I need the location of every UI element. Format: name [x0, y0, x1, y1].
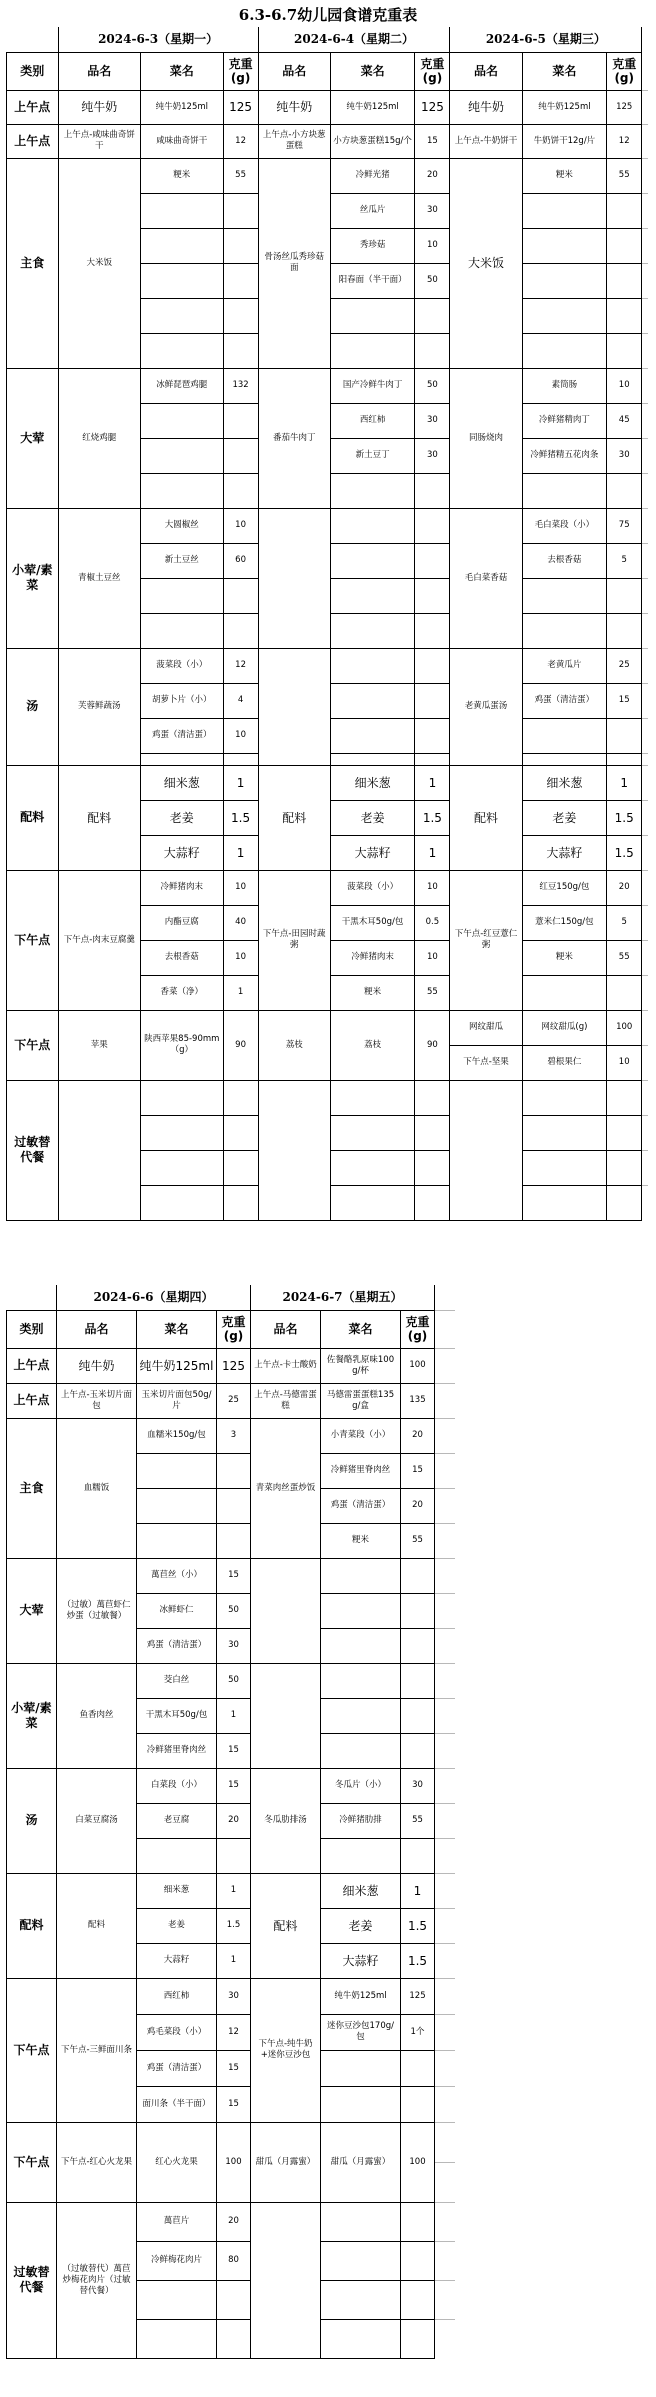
category-cell: 上午点: [7, 1348, 57, 1383]
item-weight: 125: [607, 90, 642, 124]
dish-name: （过敏）萬苣虾仁炒蛋（过敏餐）: [57, 1558, 137, 1663]
item-name: 去根香菇: [522, 543, 607, 578]
item-name: 老姜: [522, 800, 607, 835]
item-weight: 20: [217, 1803, 251, 1838]
item-name: 马德雷蛋蛋糕135g/盒: [321, 1383, 401, 1418]
item-name: 佐餐酪乳原味100g/杯: [321, 1348, 401, 1383]
item-weight: 1.5: [401, 1943, 435, 1978]
item-name: 细米葱: [522, 765, 607, 800]
item-name: 香菜（净）: [141, 975, 224, 1010]
category-cell: 汤: [7, 648, 59, 765]
category-cell: 下午点: [7, 870, 59, 1010]
category-cell: 下午点: [7, 2122, 57, 2202]
dish-name: 上午点-小方块葱蛋糕: [258, 124, 330, 158]
category-cell: 主食: [7, 158, 59, 368]
dish-name: 大米饭: [58, 158, 141, 368]
item-weight: 75: [607, 508, 642, 543]
item-name: 大蒜籽: [522, 835, 607, 870]
dish-name: 荔枝: [258, 1010, 330, 1080]
col-header-dish: 品名: [251, 1310, 321, 1348]
item-name: 细米葱: [141, 765, 224, 800]
category-cell: 上午点: [7, 124, 59, 158]
item-weight: 25: [607, 648, 642, 683]
category-cell: 配料: [7, 765, 59, 870]
dish-name: 苹果: [58, 1010, 141, 1080]
item-name: 小方块葱蛋糕15g/个: [330, 124, 415, 158]
item-weight: 30: [401, 1768, 435, 1803]
item-name: 去根香菇: [141, 940, 224, 975]
item-name: 粳米: [141, 158, 224, 193]
item-weight: 30: [217, 1978, 251, 2014]
item-name: 纯牛奶125ml: [522, 90, 607, 124]
item-name: 大蒜籽: [141, 835, 224, 870]
item-name: 纯牛奶125ml: [137, 1348, 217, 1383]
item-name: 细米葱: [137, 1873, 217, 1908]
category-cell: 上午点: [7, 90, 59, 124]
item-weight: 15: [217, 1768, 251, 1803]
item-weight: 20: [401, 1418, 435, 1453]
item-name: 鸡蛋（清洁蛋）: [137, 1628, 217, 1663]
item-name: 大蒜籽: [321, 1943, 401, 1978]
item-name: 萬苣丝（小）: [137, 1558, 217, 1593]
col-header-weight: 克重(g): [415, 52, 450, 90]
category-cell: 大荤: [7, 1558, 57, 1663]
category-cell: 汤: [7, 1768, 57, 1873]
dish-name: 大米饭: [450, 158, 522, 368]
item-weight: 10: [223, 508, 258, 543]
category-cell: 上午点: [7, 1383, 57, 1418]
item-weight: 135: [401, 1383, 435, 1418]
item-weight: 5: [607, 543, 642, 578]
item-weight: 125: [217, 1348, 251, 1383]
item-name: 菠菜段（小）: [330, 870, 415, 905]
item-weight: 1: [217, 1873, 251, 1908]
item-weight: 30: [415, 438, 450, 473]
item-name: 冷鲜猪里脊肉丝: [137, 1733, 217, 1768]
item-weight: 10: [223, 870, 258, 905]
dish-name: 冬瓜肋排汤: [251, 1768, 321, 1873]
menu-table-week2: [6, 1285, 455, 2359]
dish-name: 纯牛奶: [57, 1348, 137, 1383]
item-name: 面川条（半干面）: [137, 2086, 217, 2122]
item-name: 纯牛奶125ml: [321, 1978, 401, 2014]
dish-name: 血糯饭: [57, 1418, 137, 1558]
item-name: 老姜: [141, 800, 224, 835]
item-weight: 55: [607, 940, 642, 975]
item-weight: 3: [217, 1418, 251, 1453]
item-weight: 15: [217, 1733, 251, 1768]
item-name: 大蒜籽: [137, 1943, 217, 1978]
item-weight: 55: [401, 1523, 435, 1558]
col-header-dish: 品名: [58, 52, 141, 90]
item-weight: 55: [223, 158, 258, 193]
col-header-dish: 品名: [57, 1310, 137, 1348]
dish-name: 芙蓉鲜蔬汤: [58, 648, 141, 765]
item-weight: 50: [415, 368, 450, 403]
item-name: 小青菜段（小）: [321, 1418, 401, 1453]
item-weight: 10: [415, 870, 450, 905]
item-weight: 1: [415, 765, 450, 800]
item-name: 玉米切片面包50g/片: [137, 1383, 217, 1418]
item-name: 干黑木耳50g/包: [137, 1698, 217, 1733]
item-weight: 1: [223, 835, 258, 870]
item-weight: 4: [223, 683, 258, 718]
item-weight: 12: [217, 2014, 251, 2050]
item-weight: 10: [415, 228, 450, 263]
item-weight: 12: [223, 648, 258, 683]
menu-table-week1: [6, 27, 648, 1221]
item-name: 冰鲜虾仁: [137, 1593, 217, 1628]
item-name: 红心火龙果: [137, 2122, 217, 2202]
item-name: 冷鲜猪精五花肉条: [522, 438, 607, 473]
item-name: 粳米: [522, 158, 607, 193]
item-name: 血糯米150g/包: [137, 1418, 217, 1453]
item-weight: 40: [223, 905, 258, 940]
item-name: 粳米: [321, 1523, 401, 1558]
item-weight: 1个: [401, 2014, 435, 2050]
item-name: 鸡蛋（清洁蛋）: [141, 718, 224, 753]
item-weight: 55: [401, 1803, 435, 1838]
dish-name: 上午点-玉米切片面包: [57, 1383, 137, 1418]
item-weight: 10: [223, 718, 258, 753]
item-name: 迷你豆沙包170g/包: [321, 2014, 401, 2050]
category-cell: 主食: [7, 1418, 57, 1558]
item-name: 萬苣片: [137, 2202, 217, 2241]
item-weight: 55: [607, 158, 642, 193]
item-name: 素筒肠: [522, 368, 607, 403]
item-weight: 55: [415, 975, 450, 1010]
dish-name: 纯牛奶: [258, 90, 330, 124]
col-header-item: 菜名: [330, 52, 415, 90]
category-cell: 过敏替代餐: [7, 2202, 57, 2358]
dish-name: 网纹甜瓜: [450, 1010, 522, 1045]
dish-name: 上午点-牛奶饼干: [450, 124, 522, 158]
item-name: 粳米: [330, 975, 415, 1010]
item-name: 鸡蛋（清洁蛋）: [321, 1488, 401, 1523]
page-title: 6.3-6.7幼儿园食谱克重表: [238, 6, 418, 24]
item-weight: 1: [217, 1943, 251, 1978]
item-name: 老姜: [137, 1908, 217, 1943]
item-weight: 1: [607, 765, 642, 800]
category-cell: 过敏替代餐: [7, 1080, 59, 1220]
item-weight: 12: [607, 124, 642, 158]
item-weight: 20: [415, 158, 450, 193]
item-name: 秀珍菇: [330, 228, 415, 263]
item-weight: 100: [217, 2122, 251, 2202]
dish-name: 纯牛奶: [58, 90, 141, 124]
item-name: 老姜: [321, 1908, 401, 1943]
item-name: 冷鲜猪肋排: [321, 1803, 401, 1838]
dish-name: 番茄牛肉丁: [258, 368, 330, 508]
item-name: 红豆150g/包: [522, 870, 607, 905]
item-weight: 45: [607, 403, 642, 438]
item-name: 荔枝: [330, 1010, 415, 1080]
item-name: 鸡毛菜段（小）: [137, 2014, 217, 2050]
dish-name: 白菜豆腐汤: [57, 1768, 137, 1873]
dish-name: 同肠烧肉: [450, 368, 522, 508]
dish-name: 配料: [251, 1873, 321, 1978]
dish-name: 纯牛奶: [450, 90, 522, 124]
item-weight: 90: [415, 1010, 450, 1080]
item-name: 大蒜籽: [330, 835, 415, 870]
item-name: 鸡蛋（清洁蛋）: [137, 2050, 217, 2086]
item-weight: 1: [223, 975, 258, 1010]
category-cell: 大荤: [7, 368, 59, 508]
item-name: 鸡蛋（清洁蛋）: [522, 683, 607, 718]
item-weight: 15: [217, 2086, 251, 2122]
item-weight: 15: [607, 683, 642, 718]
item-weight: 0.5: [415, 905, 450, 940]
dish-name: 上午点-马德雷蛋糕: [251, 1383, 321, 1418]
item-weight: 1: [415, 835, 450, 870]
item-name: 西红柿: [137, 1978, 217, 2014]
item-name: 大圆椒丝: [141, 508, 224, 543]
item-weight: 80: [217, 2241, 251, 2280]
category-cell: 小荤/素菜: [7, 1663, 57, 1768]
item-weight: 60: [223, 543, 258, 578]
item-weight: 15: [217, 2050, 251, 2086]
col-header-item: 菜名: [522, 52, 607, 90]
item-name: 冷鲜梅花肉片: [137, 2241, 217, 2280]
item-weight: 100: [607, 1010, 642, 1045]
item-weight: 30: [415, 193, 450, 228]
item-weight: 132: [223, 368, 258, 403]
col-header-weight: 克重(g): [607, 52, 642, 90]
item-name: 白菜段（小）: [137, 1768, 217, 1803]
item-name: 纯牛奶125ml: [141, 90, 224, 124]
item-weight: 30: [607, 438, 642, 473]
dish-name: 下午点-田园时蔬粥: [258, 870, 330, 1010]
item-weight: 1.5: [401, 1908, 435, 1943]
item-name: 粳米: [522, 940, 607, 975]
category-cell: 配料: [7, 1873, 57, 1978]
item-name: 细米葱: [330, 765, 415, 800]
item-weight: 1: [223, 765, 258, 800]
item-weight: 1: [401, 1873, 435, 1908]
dish-name: 下午点-肉末豆腐羹: [58, 870, 141, 1010]
item-weight: 100: [401, 1348, 435, 1383]
dish-name: 下午点-纯牛奶+迷你豆沙包: [251, 1978, 321, 2122]
date-header: 2024-6-5（星期三）: [450, 27, 642, 52]
dish-name: 上午点-咸味曲奇饼干: [58, 124, 141, 158]
category-cell: 小荤/素菜: [7, 508, 59, 648]
item-name: 牛奶饼干12g/片: [522, 124, 607, 158]
item-weight: 10: [415, 940, 450, 975]
col-header-item: 菜名: [321, 1310, 401, 1348]
item-name: 菠菜段（小）: [141, 648, 224, 683]
item-weight: 10: [607, 368, 642, 403]
col-header-weight: 克重(g): [401, 1310, 435, 1348]
item-weight: 5: [607, 905, 642, 940]
item-weight: 20: [401, 1488, 435, 1523]
item-weight: 125: [401, 1978, 435, 2014]
item-name: 纯牛奶125ml: [330, 90, 415, 124]
dish-name: 下午点-红豆薏仁粥: [450, 870, 522, 1010]
dish-name: 配料: [57, 1873, 137, 1978]
item-weight: 1: [217, 1698, 251, 1733]
col-header-category: 类别: [7, 1310, 57, 1348]
item-weight: 100: [401, 2122, 435, 2202]
col-header-dish: 品名: [258, 52, 330, 90]
item-weight: 10: [607, 1045, 642, 1080]
item-name: 老黄瓜片: [522, 648, 607, 683]
dish-name: 红烧鸡腿: [58, 368, 141, 508]
item-name: 咸味曲奇饼干: [141, 124, 224, 158]
item-weight: 30: [415, 403, 450, 438]
item-name: 冷鲜猪里脊肉丝: [321, 1453, 401, 1488]
item-weight: 15: [415, 124, 450, 158]
dish-name: 下午点-坚果: [450, 1045, 522, 1080]
item-name: 丝瓜片: [330, 193, 415, 228]
item-weight: 20: [217, 2202, 251, 2241]
item-name: 内酯豆腐: [141, 905, 224, 940]
dish-name: 配料: [58, 765, 141, 870]
item-name: 国产冷鲜牛肉丁: [330, 368, 415, 403]
item-weight: 125: [415, 90, 450, 124]
dish-name: 骨汤丝瓜秀珍菇面: [258, 158, 330, 368]
date-header: 2024-6-3（星期一）: [58, 27, 258, 52]
dish-name: 青椒土豆丝: [58, 508, 141, 648]
item-weight: 125: [223, 90, 258, 124]
date-header: 2024-6-6（星期四）: [57, 1285, 251, 1310]
item-weight: 50: [415, 263, 450, 298]
dish-name: 毛白菜香菇: [450, 508, 522, 648]
item-weight: 1.5: [415, 800, 450, 835]
item-weight: 1.5: [607, 835, 642, 870]
item-name: 甜瓜（月露蜜）: [321, 2122, 401, 2202]
col-header-weight: 克重(g): [217, 1310, 251, 1348]
item-name: 冷鲜猪精肉丁: [522, 403, 607, 438]
item-weight: 10: [223, 940, 258, 975]
item-name: 冷鲜猪肉末: [330, 940, 415, 975]
item-weight: 90: [223, 1010, 258, 1080]
col-header-weight: 克重(g): [223, 52, 258, 90]
category-cell: 下午点: [7, 1010, 59, 1080]
item-name: 网纹甜瓜(g): [522, 1010, 607, 1045]
dish-name: 上午点-卡士酸奶: [251, 1348, 321, 1383]
item-name: 胡萝卜片（小）: [141, 683, 224, 718]
item-name: 新土豆丝: [141, 543, 224, 578]
item-weight: 25: [217, 1383, 251, 1418]
item-weight: 15: [401, 1453, 435, 1488]
col-header-item: 菜名: [137, 1310, 217, 1348]
category-cell: 下午点: [7, 1978, 57, 2122]
dish-name: 鱼香肉丝: [57, 1663, 137, 1768]
item-name: 干黑木耳50g/包: [330, 905, 415, 940]
item-name: 冰鲜琵琶鸡腿: [141, 368, 224, 403]
item-name: 冷鲜猪肉末: [141, 870, 224, 905]
dish-name: 青菜肉丝蛋炒饭: [251, 1418, 321, 1558]
item-weight: 1.5: [223, 800, 258, 835]
item-weight: 1.5: [607, 800, 642, 835]
item-weight: 12: [223, 124, 258, 158]
item-weight: 15: [217, 1558, 251, 1593]
item-name: 阳春面（半干面）: [330, 263, 415, 298]
dish-name: 配料: [450, 765, 522, 870]
item-name: 冬瓜片（小）: [321, 1768, 401, 1803]
col-header-item: 菜名: [141, 52, 224, 90]
date-header: 2024-6-7（星期五）: [251, 1285, 435, 1310]
item-name: 冷鲜光猪: [330, 158, 415, 193]
item-name: 老姜: [330, 800, 415, 835]
item-name: 毛白菜段（小）: [522, 508, 607, 543]
dish-name: 配料: [258, 765, 330, 870]
item-name: 碧根果仁: [522, 1045, 607, 1080]
item-name: 西红柿: [330, 403, 415, 438]
dish-name: 老黄瓜蛋汤: [450, 648, 522, 765]
dish-name: 下午点-三鲜面川条: [57, 1978, 137, 2122]
date-header: 2024-6-4（星期二）: [258, 27, 450, 52]
item-weight: 50: [217, 1663, 251, 1698]
item-weight: 30: [217, 1628, 251, 1663]
item-name: 老豆腐: [137, 1803, 217, 1838]
item-weight: 50: [217, 1593, 251, 1628]
item-name: 薏米仁150g/包: [522, 905, 607, 940]
item-name: 陕西苹果85-90mm（g）: [141, 1010, 224, 1080]
col-header-category: 类别: [7, 52, 59, 90]
item-weight: 20: [607, 870, 642, 905]
col-header-dish: 品名: [450, 52, 522, 90]
item-weight: 1.5: [217, 1908, 251, 1943]
dish-name: （过敏替代）萬苣炒梅花肉片（过敏替代餐）: [57, 2202, 137, 2358]
item-name: 新土豆丁: [330, 438, 415, 473]
dish-name: 下午点-红心火龙果: [57, 2122, 137, 2202]
item-name: 细米葱: [321, 1873, 401, 1908]
dish-name: 甜瓜（月露蜜）: [251, 2122, 321, 2202]
item-name: 茭白丝: [137, 1663, 217, 1698]
